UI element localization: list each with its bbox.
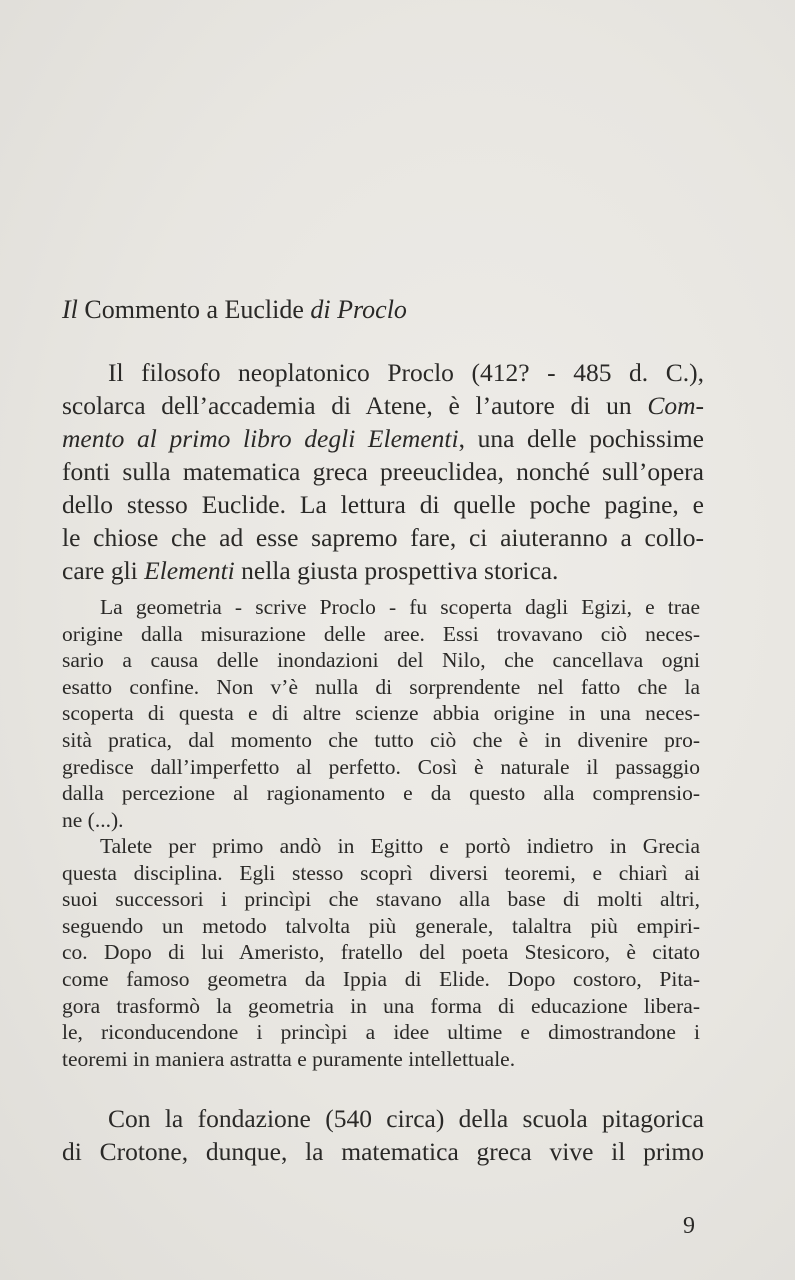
quote-line: come famoso geometra da Ippia di Elide. Dopo costoro, Pita- <box>62 966 700 991</box>
text-line: di Crotone, dunque, la matematica greca vive il primo <box>62 1137 704 1166</box>
quote-line: teoremi in maniera astratta e puramente intellettuale. <box>62 1046 516 1071</box>
heading-italic-il: Il <box>62 295 78 324</box>
text-run-italic: Com- <box>647 391 704 420</box>
quote-line: seguendo un metodo talvolta più generale, talaltra più empiri- <box>62 913 700 938</box>
text-run-italic: Elementi <box>144 556 235 585</box>
quote-line: gora trasformò la geometria in una forma di educazione libera- <box>62 993 700 1018</box>
text-line <box>62 389 704 422</box>
quote-line: dalla percezione al ragionamento e da questo alla comprensio- <box>62 781 700 806</box>
text-line: Il filosofo neoplatonico Proclo (412? - 485 d. C.), <box>108 358 704 387</box>
quote-line: ne (...). <box>62 807 124 832</box>
quotation-part-1 <box>62 594 700 833</box>
text-line: fonti sulla matematica greca preeuclidea, nonché sull’opera <box>62 457 704 486</box>
text-run-italic: mento al primo libro degli Elementi <box>62 424 459 453</box>
quote-line: esatto confine. Non v’è nulla di sorprendente nel fatto che la <box>62 674 700 699</box>
text-line: dello stesso Euclide. La lettura di quelle poche pagine, e <box>62 490 704 519</box>
text-line <box>62 422 704 455</box>
page-number: 9 <box>683 1213 695 1239</box>
text-run: nella giusta prospettiva storica. <box>234 556 559 585</box>
text-run: , una delle pochissime <box>458 424 704 453</box>
quote-line: suoi successori i princìpi che stavano alla base di molti altri, <box>62 887 700 912</box>
intro-paragraph <box>62 356 704 587</box>
text-line: Con la fondazione (540 circa) della scuola pitagorica <box>108 1104 704 1133</box>
quote-line: La geometria - scrive Proclo - fu scoperta dagli Egizi, e trae <box>100 595 700 619</box>
quote-line: sità pratica, dal momento che tutto ciò che è in divenire pro- <box>62 727 700 752</box>
quote-line: le, riconducendone i princìpi a idee ultime e dimostrandone i <box>62 1020 700 1045</box>
quote-line: origine dalla misurazione delle aree. Essi trovavano ciò neces- <box>62 621 700 646</box>
text-line <box>62 554 704 587</box>
closing-paragraph <box>62 1102 704 1168</box>
quote-line: scoperta di questa e di altre scienze abbia origine in una neces- <box>62 701 700 726</box>
quote-line: Talete per primo andò in Egitto e portò indietro in Grecia <box>100 834 700 858</box>
text-run: scolarca dell’accademia di Atene, è l’autore di un <box>62 391 648 420</box>
text-run: care gli <box>62 556 145 585</box>
quote-line: questa disciplina. Egli stesso scoprì diversi teoremi, e chiarì ai <box>62 860 700 885</box>
quote-line: sario a causa delle inondazioni del Nilo, che cancellava ogni <box>62 648 700 673</box>
quote-line: co. Dopo di lui Ameristo, fratello del poeta Stesicoro, è citato <box>62 940 700 965</box>
quote-line: gredisce dall’imperfetto al perfetto. Così è naturale il passaggio <box>62 754 700 779</box>
quotation-part-2 <box>62 833 700 1072</box>
text-line: le chiose che ad esse sapremo fare, ci aiuteranno a collo- <box>62 523 704 552</box>
heading-title: Commento a Euclide <box>77 295 311 324</box>
heading-italic-author: di Proclo <box>310 295 407 324</box>
section-heading <box>62 294 407 326</box>
